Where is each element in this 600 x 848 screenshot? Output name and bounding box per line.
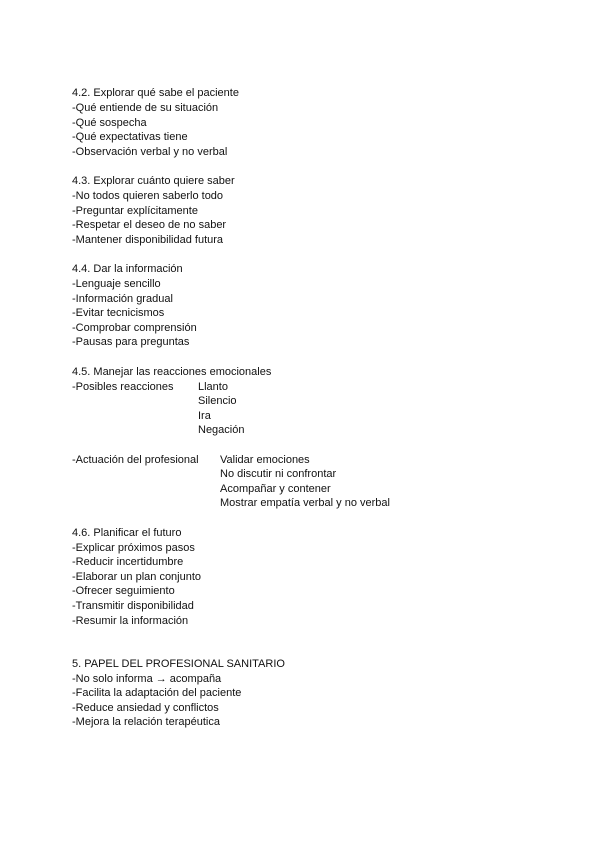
list-item: -Reducir incertidumbre: [72, 556, 184, 568]
list-item: -Respetar el deseo de no saber: [72, 219, 227, 231]
list-item: -Evitar tecnicismos: [72, 307, 165, 319]
section-heading-4-6: 4.6. Planificar el futuro: [72, 527, 182, 539]
list-item: -Qué entiende de su situación: [72, 102, 219, 114]
list-item: -Qué expectativas tiene: [72, 131, 188, 143]
list-item: -Facilita la adaptación del paciente: [72, 687, 242, 699]
list-item: -Mantener disponibilidad futura: [72, 234, 224, 246]
list-item: -Preguntar explícitamente: [72, 205, 198, 217]
reaction-item: Silencio: [198, 395, 237, 407]
reaction-item: Llanto: [198, 381, 228, 393]
action-item: No discutir ni confrontar: [220, 468, 337, 480]
action-item: Validar emociones: [220, 454, 310, 466]
section-heading-4-4: 4.4. Dar la información: [72, 263, 183, 275]
section-heading-4-3: 4.3. Explorar cuánto quiere saber: [72, 175, 235, 187]
reaction-item: Ira: [198, 410, 211, 422]
list-item: -Mejora la relación terapéutica: [72, 716, 220, 728]
list-item: -Transmitir disponibilidad: [72, 600, 194, 612]
action-item: Acompañar y contener: [220, 483, 331, 495]
list-item: -Explicar próximos pasos: [72, 542, 195, 554]
list-item: -No solo informa → acompaña: [72, 673, 222, 685]
action-item: Mostrar empatía verbal y no verbal: [220, 497, 390, 509]
list-item: -Lenguaje sencillo: [72, 278, 161, 290]
list-item: -Elaborar un plan conjunto: [72, 571, 202, 583]
section-heading-4-5: 4.5. Manejar las reacciones emocionales: [72, 366, 272, 378]
list-item: -No todos quieren saberlo todo: [72, 190, 224, 202]
list-item: -Qué sospecha: [72, 117, 147, 129]
list-item: -Ofrecer seguimiento: [72, 585, 175, 597]
list-item: -Comprobar comprensión: [72, 322, 197, 334]
list-item: -Observación verbal y no verbal: [72, 146, 228, 158]
list-item: -Resumir la información: [72, 615, 189, 627]
list-item: -Pausas para preguntas: [72, 336, 190, 348]
list-item: -Información gradual: [72, 293, 173, 305]
actions-label: -Actuación del profesional: [72, 454, 199, 466]
section-heading-5: 5. PAPEL DEL PROFESIONAL SANITARIO: [72, 658, 285, 670]
reaction-item: Negación: [198, 424, 245, 436]
list-item: -Reduce ansiedad y conflictos: [72, 702, 219, 714]
section-heading-4-2: 4.2. Explorar qué sabe el paciente: [72, 87, 239, 99]
reactions-label: -Posibles reacciones: [72, 381, 174, 393]
